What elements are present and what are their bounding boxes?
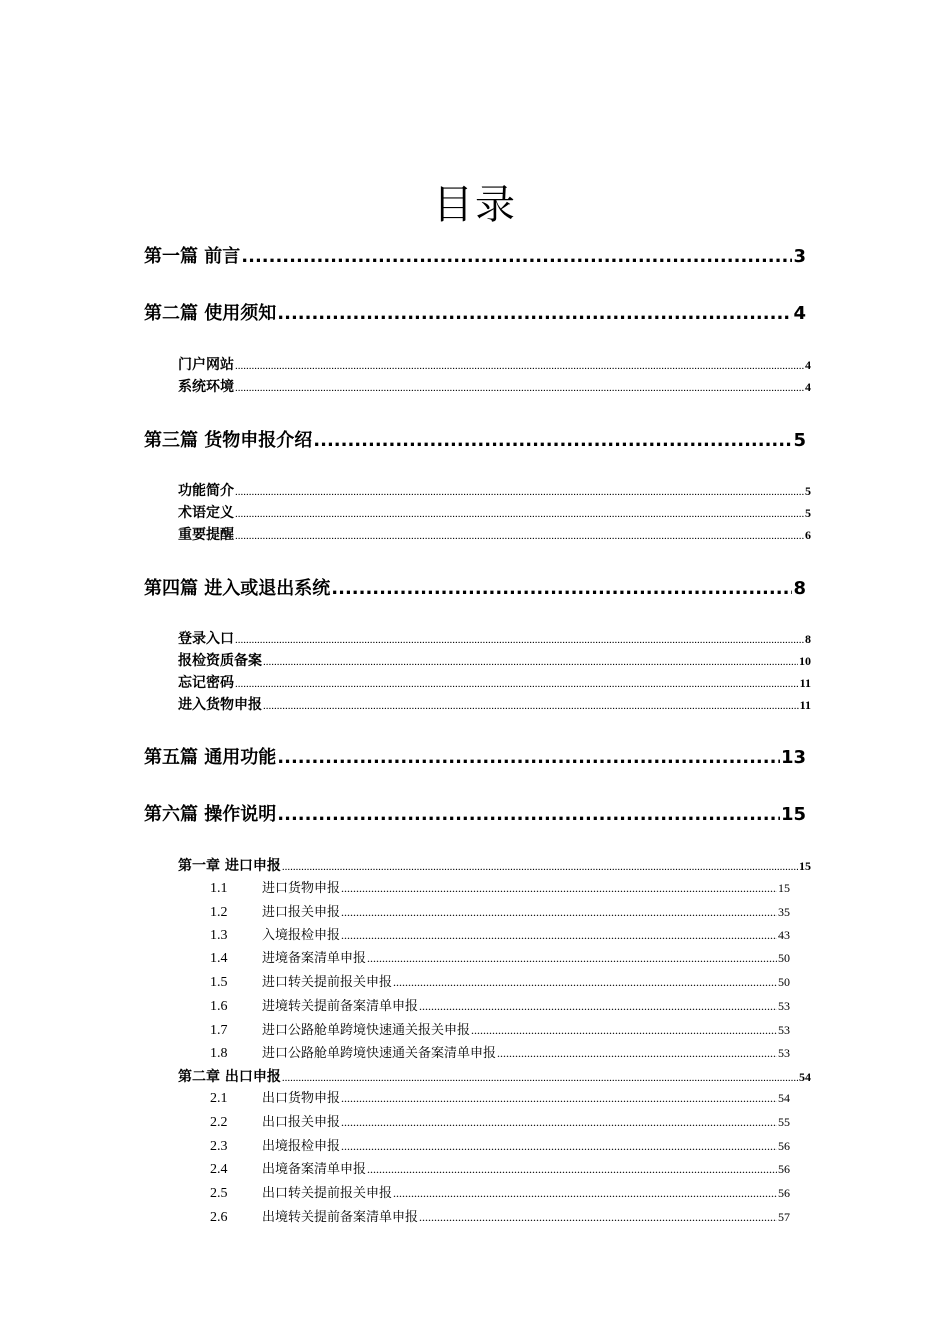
toc-entry-label: 进口公路舱单跨境快速通关报关申报 — [262, 1023, 471, 1038]
toc-entry-label: 第四篇 进入或退出系统 — [144, 578, 331, 598]
toc-entry-label: 登录入口 — [178, 631, 234, 647]
toc-entry-label: 功能简介 — [178, 483, 234, 499]
toc-page-number: 15 — [799, 859, 811, 873]
toc-item-number: 1.6 — [210, 999, 228, 1014]
dot-leader — [341, 1139, 777, 1154]
toc-entry-label: 术语定义 — [178, 505, 234, 521]
toc-item-1-6[interactable] — [210, 995, 790, 1015]
toc-entry-label: 进口公路舱单跨境快速通关备案清单申报 — [262, 1046, 497, 1061]
toc-part-common-functions[interactable] — [144, 743, 806, 767]
toc-page-number: 4 — [805, 358, 811, 372]
toc-page-number: 5 — [793, 430, 806, 450]
toc-item-number: 2.5 — [210, 1186, 228, 1201]
dot-leader — [341, 1091, 777, 1106]
toc-entry-label: 报检资质备案 — [178, 653, 262, 669]
toc-item-number: 1.2 — [210, 905, 228, 920]
toc-entry-label: 第三篇 货物申报介绍 — [144, 430, 313, 450]
toc-page-number: 11 — [799, 698, 811, 712]
toc-item-number: 1.5 — [210, 975, 228, 990]
toc-item-1-5[interactable] — [210, 971, 790, 991]
toc-item-number: 2.4 — [210, 1162, 228, 1177]
toc-entry-label: 进口转关提前报关申报 — [262, 975, 393, 990]
toc-section-reminders[interactable] — [178, 524, 811, 544]
toc-item-number: 2.2 — [210, 1115, 228, 1130]
toc-entry-label: 门户网站 — [178, 357, 234, 373]
toc-entry-label: 第一篇 前言 — [144, 246, 241, 266]
toc-section-system-env[interactable] — [178, 376, 811, 396]
toc-section-feature-summary[interactable] — [178, 480, 811, 500]
toc-item-2-3[interactable] — [210, 1135, 790, 1155]
toc-entry-label: 出口报关申报 — [262, 1115, 341, 1130]
dot-leader — [497, 1046, 777, 1061]
toc-page-number: 50 — [778, 951, 790, 965]
toc-item-number: 1.8 — [210, 1046, 228, 1061]
dot-leader — [235, 382, 804, 394]
toc-entry-label: 第一章 进口申报 — [178, 858, 281, 874]
toc-page-number: 55 — [778, 1115, 790, 1129]
toc-section-qualification[interactable] — [178, 650, 811, 670]
toc-entry-label: 进境备案清单申报 — [262, 951, 367, 966]
toc-item-2-6[interactable] — [210, 1206, 790, 1226]
toc-page-number: 4 — [793, 303, 806, 323]
dot-leader — [313, 430, 792, 450]
toc-page-number: 5 — [805, 484, 811, 498]
toc-part-enter-exit[interactable] — [144, 574, 806, 598]
toc-entry-label: 入境报检申报 — [262, 928, 341, 943]
toc-part-preface[interactable] — [144, 242, 806, 266]
toc-section-forgot-password[interactable] — [178, 672, 811, 692]
dot-leader — [341, 928, 777, 943]
toc-item-2-4[interactable] — [210, 1158, 790, 1178]
toc-entry-label: 第二篇 使用须知 — [144, 303, 277, 323]
toc-item-number: 1.3 — [210, 928, 228, 943]
dot-leader — [263, 700, 799, 712]
toc-page-number: 11 — [799, 676, 811, 690]
toc-page-number: 8 — [805, 632, 811, 646]
toc-page-number: 15 — [780, 804, 806, 824]
dot-leader — [341, 1115, 777, 1130]
dot-leader — [235, 508, 804, 520]
toc-page-number: 8 — [793, 578, 806, 598]
toc-entry-label: 第二章 出口申报 — [178, 1069, 281, 1085]
toc-entry-label: 第五篇 通用功能 — [144, 747, 277, 767]
toc-entry-label: 进口报关申报 — [262, 905, 341, 920]
dot-leader — [235, 530, 804, 542]
dot-leader — [331, 578, 792, 598]
toc-entry-label: 进入货物申报 — [178, 697, 262, 713]
toc-item-number: 1.7 — [210, 1023, 228, 1038]
toc-entry-label: 忘记密码 — [178, 675, 234, 691]
dot-leader — [263, 656, 798, 668]
toc-item-1-3[interactable] — [210, 924, 790, 944]
dot-leader — [277, 303, 792, 323]
toc-part-declaration-intro[interactable] — [144, 426, 806, 450]
dot-leader — [419, 999, 777, 1014]
dot-leader — [393, 975, 777, 990]
toc-page-number: 54 — [778, 1091, 790, 1105]
toc-section-portal[interactable] — [178, 354, 811, 374]
toc-page-number: 53 — [778, 1046, 790, 1060]
toc-entry-label: 出境备案清单申报 — [262, 1162, 367, 1177]
toc-part-operation-guide[interactable] — [144, 800, 806, 824]
dot-leader — [235, 634, 804, 646]
toc-page-number: 50 — [778, 975, 790, 989]
toc-part-usage-notes[interactable] — [144, 299, 806, 323]
toc-item-1-7[interactable] — [210, 1019, 790, 1039]
toc-page-number: 3 — [793, 246, 806, 266]
toc-entry-label: 出口转关提前报关申报 — [262, 1186, 393, 1201]
dot-leader — [341, 881, 777, 896]
dot-leader — [367, 951, 777, 966]
dot-leader — [241, 246, 792, 266]
dot-leader — [277, 747, 780, 767]
toc-page-number: 35 — [778, 905, 790, 919]
dot-leader — [367, 1162, 777, 1177]
toc-entry-label: 进境转关提前备案清单申报 — [262, 999, 419, 1014]
toc-item-2-2[interactable] — [210, 1111, 790, 1131]
toc-entry-label: 出境转关提前备案清单申报 — [262, 1210, 419, 1225]
toc-item-number: 2.3 — [210, 1139, 228, 1154]
toc-page-number: 15 — [778, 881, 790, 895]
toc-section-terms[interactable] — [178, 502, 811, 522]
dot-leader — [471, 1023, 777, 1038]
toc-page-number: 53 — [778, 1023, 790, 1037]
dot-leader — [341, 905, 777, 920]
dot-leader — [235, 678, 799, 690]
toc-item-1-1[interactable] — [210, 877, 790, 897]
dot-leader — [282, 1072, 798, 1084]
dot-leader — [419, 1210, 777, 1225]
toc-page-number: 43 — [778, 928, 790, 942]
dot-leader — [235, 360, 804, 372]
toc-page-number: 13 — [780, 747, 806, 767]
toc-page-number: 53 — [778, 999, 790, 1013]
toc-page-number: 57 — [778, 1210, 790, 1224]
toc-page-number: 5 — [805, 506, 811, 520]
toc-item-1-2[interactable] — [210, 901, 790, 921]
toc-entry-label: 重要提醒 — [178, 527, 234, 543]
toc-page-number: 56 — [778, 1162, 790, 1176]
page-title: 目录 — [433, 181, 517, 228]
dot-leader — [235, 486, 804, 498]
dot-leader — [277, 804, 780, 824]
toc-section-login[interactable] — [178, 628, 811, 648]
toc-page-number: 6 — [805, 528, 811, 542]
toc-page-number: 56 — [778, 1186, 790, 1200]
toc-page-number: 10 — [799, 654, 811, 668]
toc-item-2-5[interactable] — [210, 1182, 790, 1202]
toc-page-number: 56 — [778, 1139, 790, 1153]
toc-item-number: 1.1 — [210, 881, 228, 896]
toc-entry-label: 出境报检申报 — [262, 1139, 341, 1154]
toc-item-1-4[interactable] — [210, 947, 790, 967]
toc-chapter-import[interactable] — [178, 855, 811, 875]
dot-leader — [282, 861, 798, 873]
toc-section-enter-declaration[interactable] — [178, 694, 811, 714]
toc-entry-label: 系统环境 — [178, 379, 234, 395]
toc-item-1-8[interactable] — [210, 1042, 790, 1062]
toc-chapter-export[interactable] — [178, 1066, 811, 1086]
toc-item-2-1[interactable] — [210, 1087, 790, 1107]
toc-item-number: 1.4 — [210, 951, 228, 966]
toc-entry-label: 第六篇 操作说明 — [144, 804, 277, 824]
toc-item-number: 2.1 — [210, 1091, 228, 1106]
toc-page-number: 4 — [805, 380, 811, 394]
toc-page-number: 54 — [799, 1070, 811, 1084]
toc-item-number: 2.6 — [210, 1210, 228, 1225]
toc-entry-label: 出口货物申报 — [262, 1091, 341, 1106]
toc-entry-label: 进口货物申报 — [262, 881, 341, 896]
dot-leader — [393, 1186, 777, 1201]
